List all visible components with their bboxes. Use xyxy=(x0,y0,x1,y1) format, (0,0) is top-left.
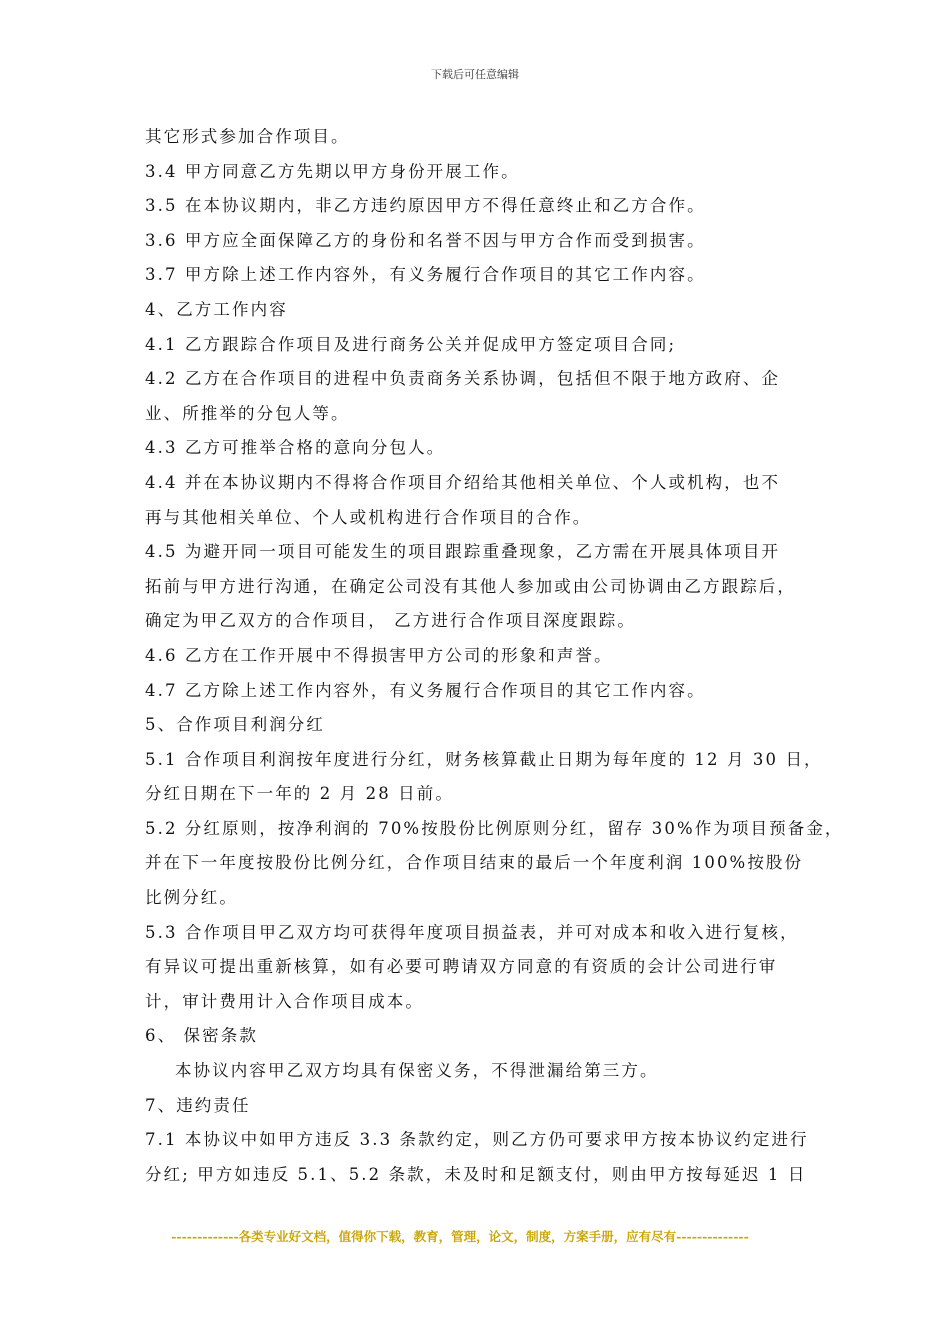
text-line: 并在下一年度按股份比例分红，合作项目结束的最后一个年度利润 100%按股份 xyxy=(145,853,804,873)
text-line: 计，审计费用计入合作项目成本。 xyxy=(145,991,424,1011)
text-line: 分红日期在下一年的 2 月 28 日前。 xyxy=(145,784,454,804)
text-line: 3.4 甲方同意乙方先期以甲方身份开展工作。 xyxy=(145,161,520,181)
text-line: 确定为甲乙双方的合作项目， 乙方进行合作项目深度跟踪。 xyxy=(145,611,636,631)
section-heading: 5、合作项目利润分红 xyxy=(145,715,325,735)
text-line: 比例分红。 xyxy=(145,888,238,908)
page-footer: -------------各类专业好文档，值得你下载，教育，管理，论文，制度，方案手册，应有尽有-------------- xyxy=(171,1229,749,1244)
section-heading: 6、 保密条款 xyxy=(145,1026,258,1046)
text-line: 4.5 为避开同一项目可能发生的项目跟踪重叠现象，乙方需在开展具体项目开 xyxy=(145,542,781,562)
text-line: 再与其他相关单位、个人或机构进行合作项目的合作。 xyxy=(145,507,592,527)
page-header: 下载后可任意编辑 xyxy=(431,68,519,81)
text-line: 4.2 乙方在合作项目的进程中负责商务关系协调，包括但不限于地方政府、企 xyxy=(145,369,781,389)
text-line: 4.7 乙方除上述工作内容外，有义务履行合作项目的其它工作内容。 xyxy=(145,680,706,700)
text-line: 4.4 并在本协议期内不得将合作项目介绍给其他相关单位、个人或机构，也不 xyxy=(145,472,781,492)
text-line: 3.6 甲方应全面保障乙方的身份和名誉不因与甲方合作而受到损害。 xyxy=(145,230,706,250)
text-line: 有异议可提出重新核算，如有必要可聘请双方同意的有资质的会计公司进行审 xyxy=(145,957,778,977)
text-line: 本协议内容甲乙双方均具有保密义务，不得泄漏给第三方。 xyxy=(175,1061,659,1081)
text-line: 3.5 在本协议期内，非乙方违约原因甲方不得任意终止和乙方合作。 xyxy=(145,196,706,216)
text-line: 4.6 乙方在工作开展中不得损害甲方公司的形象和声誉。 xyxy=(145,645,613,665)
text-line: 其它形式参加合作项目。 xyxy=(145,127,350,146)
text-line: 7.1 本协议中如甲方违反 3.3 条款约定，则乙方仍可要求甲方按本协议约定进行 xyxy=(145,1130,809,1150)
text-line: 4.3 乙方可推举合格的意向分包人。 xyxy=(145,438,446,458)
text-line: 5.3 合作项目甲乙双方均可获得年度项目损益表，并可对成本和收入进行复核， xyxy=(145,922,799,942)
text-line: 5.2 分红原则，按净利润的 70%按股份比例原则分红，留存 30%作为项目预备金， xyxy=(145,818,844,838)
text-line: 4.1 乙方跟踪合作项目及进行商务公关并促成甲方签定项目合同; xyxy=(145,334,677,354)
text-line: 3.7 甲方除上述工作内容外，有义务履行合作项目的其它工作内容。 xyxy=(145,265,706,285)
text-line: 拓前与甲方进行沟通，在确定公司没有其他人参加或由公司协调由乙方跟踪后， xyxy=(145,576,796,596)
text-line: 5.1 合作项目利润按年度进行分红，财务核算截止日期为每年度的 12 月 30 日， xyxy=(145,749,823,769)
section-heading: 7、违约责任 xyxy=(145,1095,251,1115)
section-heading: 4、乙方工作内容 xyxy=(145,299,288,319)
document-body xyxy=(145,120,844,1192)
text-line: 业、所推举的分包人等。 xyxy=(145,403,350,423)
text-line: 分红; 甲方如违反 5.1、5.2 条款，未及时和足额支付，则由甲方按每延迟 1 日 xyxy=(145,1164,807,1184)
